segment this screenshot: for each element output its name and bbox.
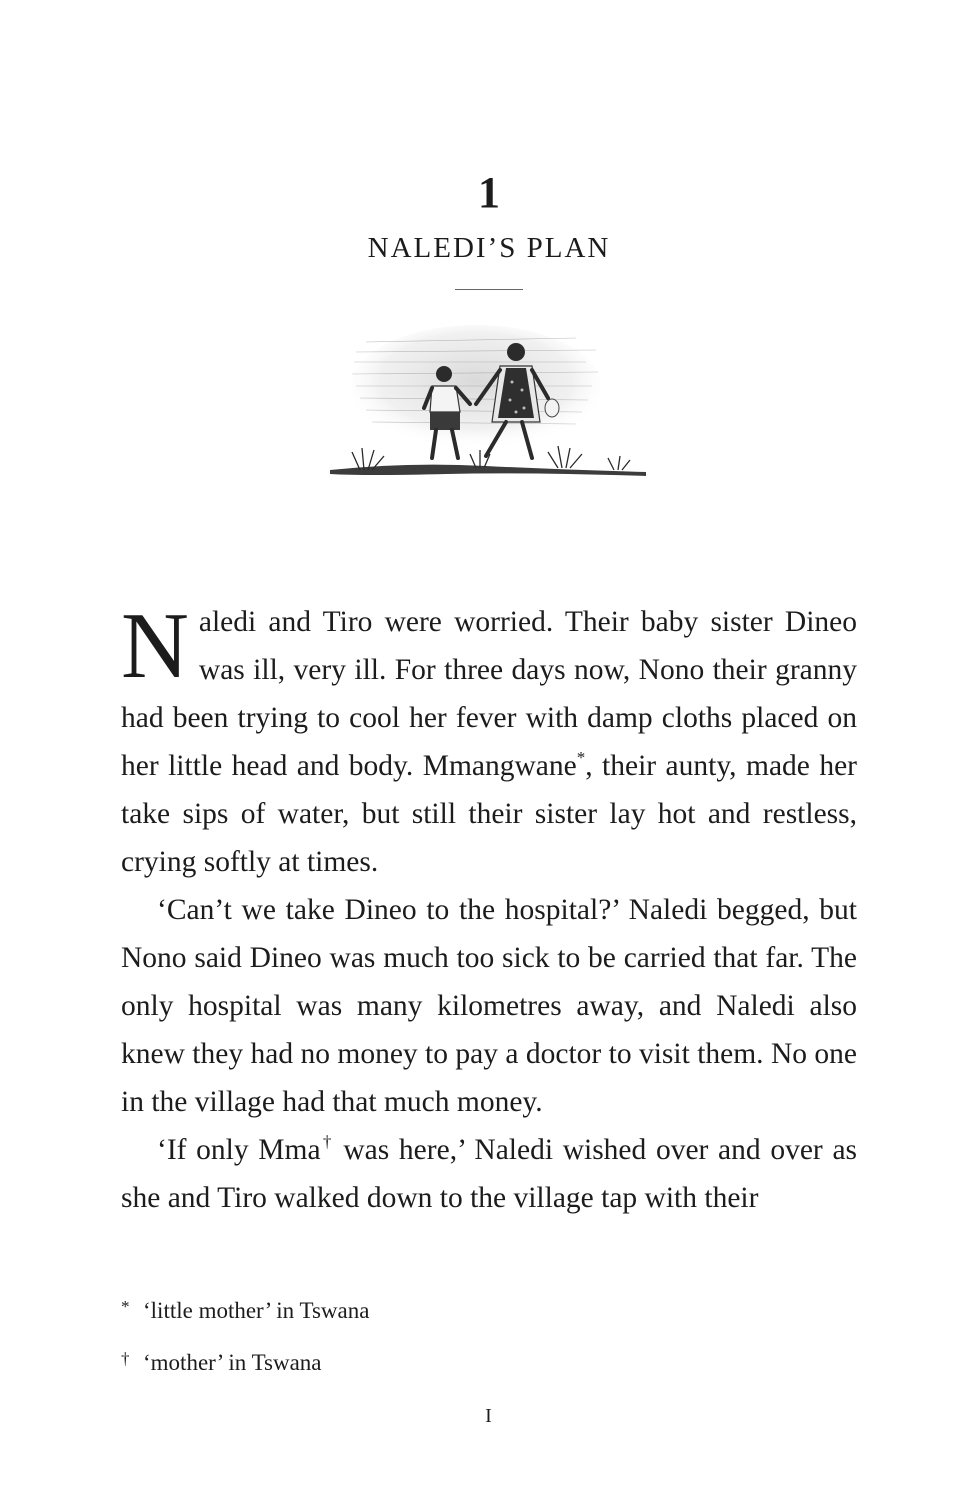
footnote-ref-2: † <box>320 1132 334 1151</box>
page-number: I <box>485 1405 493 1427</box>
footnote-mark: * <box>121 1297 130 1316</box>
footnote-text: ‘mother’ in Tswana <box>143 1350 322 1375</box>
chapter-number: 1 <box>478 168 500 217</box>
footnote-ref-1: * <box>576 748 586 767</box>
footnote <box>121 1335 821 1387</box>
drop-cap: N <box>121 594 189 698</box>
paragraph-3-text: ‘If only Mma <box>157 1134 321 1166</box>
chapter-body <box>121 594 858 1222</box>
footnote-text: ‘little mother’ in Tswana <box>143 1298 370 1323</box>
paragraph-1-text: aledi and Tiro were worried. Their baby sister Dineo was ill, very ill. For three days now, Nono their granny had been trying to cool her fever with damp cloths placed on her little head and body. Mmangwane <box>121 606 857 782</box>
paragraph-1-tail: , their aunty, made her take sips of water, but still their sister lay hot and restless, crying softly at times. <box>121 750 858 878</box>
footnote <box>121 1283 821 1335</box>
footnotes <box>121 1283 821 1387</box>
paragraph-1 <box>121 594 858 886</box>
paragraph-3 <box>121 1126 857 1222</box>
footnote-mark: † <box>121 1349 130 1368</box>
children-running-illustration <box>326 312 652 492</box>
paragraph-3-tail: was here,’ Naledi wished over and over as she and Tiro walked down to the village tap with their <box>121 1134 858 1214</box>
paragraph-2: ‘Can’t we take Dineo to the hospital?’ Naledi begged, but Nono said Dineo was much too sick to be carried that far. The only hospital was many kilometres away, and Naledi also knew they had no money to pay a doctor to visit them. No one in the village had that much money. <box>121 894 857 1118</box>
chapter-title: NALEDI’S PLAN <box>367 232 611 264</box>
title-divider <box>455 289 523 290</box>
